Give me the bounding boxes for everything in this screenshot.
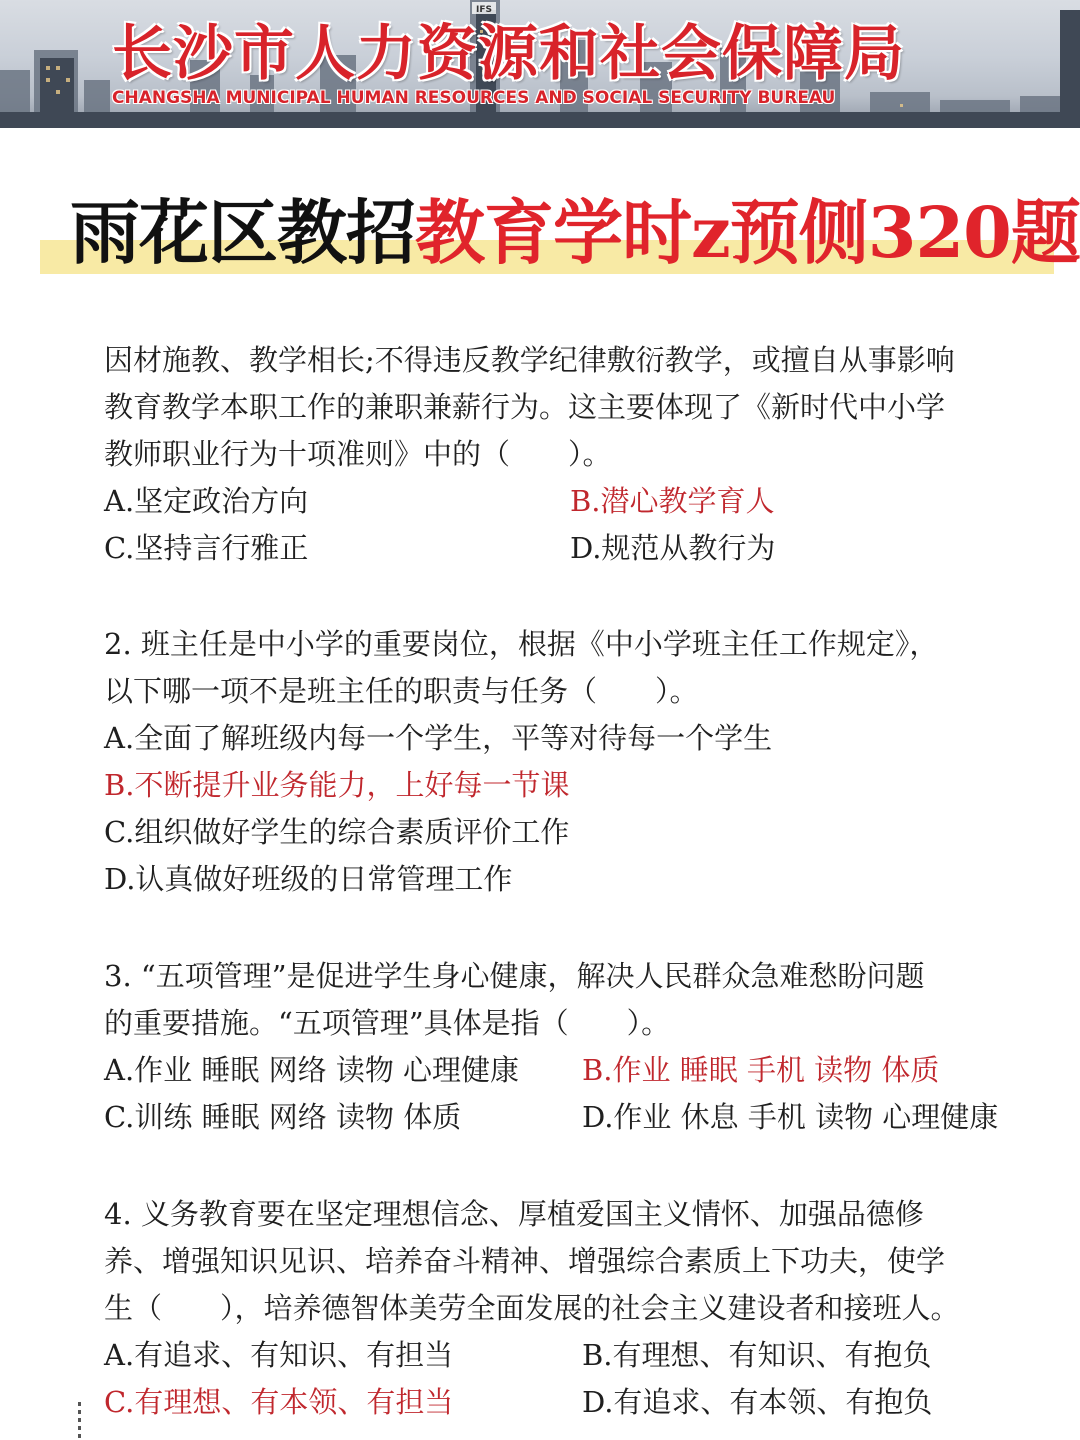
option-a[interactable]: A.作业 睡眠 网络 读物 心理健康 xyxy=(104,1053,520,1087)
bureau-subtitle: CHANGSHA MUNICIPAL HUMAN RESOURCES AND SOCIAL SECURITY BUREAU xyxy=(112,88,836,108)
question-2 xyxy=(104,621,1044,903)
option-a[interactable]: A.有追求、有知识、有担当 xyxy=(104,1338,454,1372)
question-text-line: 教师职业行为十项准则》中的（ ）。 xyxy=(104,437,612,471)
question-text-line: 以下哪一项不是班主任的职责与任务（ ）。 xyxy=(104,674,699,708)
title-part-1: 雨花区教招 xyxy=(70,191,415,274)
option-d[interactable]: D.认真做好班级的日常管理工作 xyxy=(104,862,513,896)
scroll-indicator xyxy=(78,1402,81,1438)
option-a[interactable]: A.全面了解班级内每一个学生，平等对待每一个学生 xyxy=(104,721,773,755)
question-text-line: 生（ ），培养德智体美劳全面发展的社会主义建设者和接班人。 xyxy=(104,1291,960,1325)
option-b-answer[interactable]: B.不断提升业务能力，上好每一节课 xyxy=(104,768,570,802)
building-sign-label: IFS xyxy=(476,5,492,15)
question-text-line: 养、增强知识见识、培养奋斗精神、增强综合素质上下功夫，使学 xyxy=(104,1244,946,1278)
question-4 xyxy=(104,1191,1044,1426)
option-d[interactable]: D.有追求、有本领、有抱负 xyxy=(582,1385,933,1419)
option-b[interactable]: B.有理想、有知识、有抱负 xyxy=(582,1338,932,1372)
question-1 xyxy=(104,337,1044,572)
option-c[interactable]: C.训练 睡眠 网络 读物 体质 xyxy=(104,1100,462,1134)
option-c[interactable]: C.坚持言行雅正 xyxy=(104,531,309,565)
option-c[interactable]: C.组织做好学生的综合素质评价工作 xyxy=(104,815,570,849)
question-text-line: 教育教学本职工作的兼职兼薪行为。这主要体现了《新时代中小学 xyxy=(104,390,946,424)
option-a[interactable]: A.坚定政治方向 xyxy=(104,484,309,518)
option-b-answer[interactable]: B.潜心教学育人 xyxy=(570,484,775,518)
question-text-line: 的重要措施。“五项管理”具体是指（ ）。 xyxy=(104,1006,671,1040)
option-d[interactable]: D.规范从教行为 xyxy=(570,531,776,565)
option-b-answer[interactable]: B.作业 睡眠 手机 读物 体质 xyxy=(582,1053,940,1087)
question-text-line: 因材施教、教学相长;不得违反教学纪律敷衍教学，或擅自从事影响 xyxy=(104,343,955,377)
option-c-answer[interactable]: C.有理想、有本领、有担当 xyxy=(104,1385,454,1419)
header-banner xyxy=(0,0,1080,128)
option-d[interactable]: D.作业 休息 手机 读物 心理健康 xyxy=(582,1100,999,1134)
question-text-line: 4. 义务教育要在坚定理想信念、厚植爱国主义情怀、加强品德修 xyxy=(104,1197,924,1231)
bureau-title: 长沙市人力资源和社会保障局 xyxy=(112,19,905,89)
page-title xyxy=(70,188,1080,278)
title-part-2: 教育学时z预侧320题 xyxy=(415,191,1080,274)
question-text-line: 3. “五项管理”是促进学生身心健康，解决人民群众急难愁盼问题 xyxy=(104,959,925,993)
question-3 xyxy=(104,953,1044,1141)
question-text-line: 2. 班主任是中小学的重要岗位，根据《中小学班主任工作规定》， xyxy=(104,627,939,661)
